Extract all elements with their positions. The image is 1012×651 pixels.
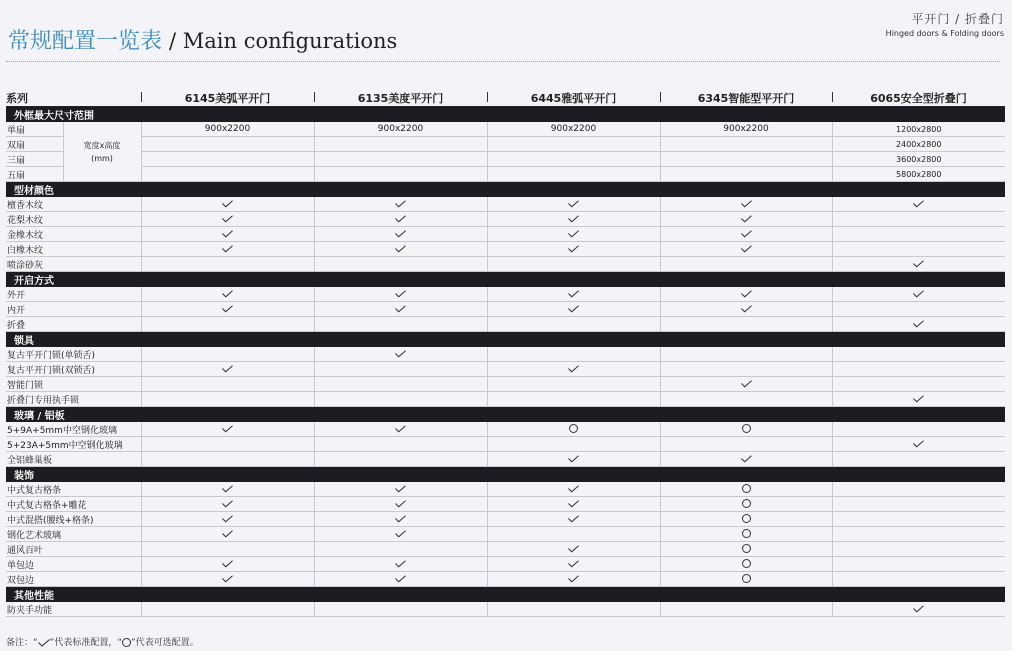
cell-value — [487, 392, 660, 407]
check-icon — [913, 200, 924, 208]
cell-standard — [141, 572, 314, 587]
cell-value — [487, 152, 660, 167]
cell-standard — [314, 347, 487, 362]
table-body — [6, 107, 1005, 617]
check-icon — [913, 395, 924, 403]
check-icon — [222, 500, 233, 508]
cell-value — [141, 437, 314, 452]
cell-standard — [314, 527, 487, 542]
cell-standard — [141, 527, 314, 542]
check-icon — [741, 455, 752, 463]
table-row — [6, 302, 1005, 317]
cell-standard — [660, 452, 832, 467]
cell-value — [832, 422, 1005, 437]
config-table — [6, 90, 1005, 617]
table-row — [6, 542, 1005, 557]
row-label: 通风百叶 — [6, 542, 141, 557]
legend-note — [6, 635, 199, 648]
cell-standard — [487, 482, 660, 497]
cell-value — [141, 602, 314, 617]
circle-icon — [569, 424, 578, 433]
cell-optional — [660, 422, 832, 437]
row-label: 内开 — [6, 302, 141, 317]
product-header-label: 6345智能型平开门 — [697, 92, 795, 105]
table-row — [6, 317, 1005, 332]
cell-value — [832, 212, 1005, 227]
note-suffix: ”代表可选配置。 — [131, 638, 199, 648]
cell-value — [832, 242, 1005, 257]
cell-standard — [314, 557, 487, 572]
row-label: 复古平开门锁(双锁舌) — [6, 362, 141, 377]
check-icon — [741, 290, 752, 298]
cell-value: 900x2200 — [141, 122, 314, 137]
table-row — [6, 527, 1005, 542]
cell-standard — [660, 377, 832, 392]
row-label: 白橡木纹 — [6, 242, 141, 257]
cell-standard — [487, 362, 660, 377]
cell-standard — [487, 242, 660, 257]
circle-icon — [742, 559, 751, 568]
cell-standard — [660, 197, 832, 212]
check-icon — [741, 200, 752, 208]
row-label: 双包边 — [6, 572, 141, 587]
cell-value — [314, 392, 487, 407]
cell-value — [660, 347, 832, 362]
check-icon — [568, 500, 579, 508]
cell-value — [832, 377, 1005, 392]
cell-optional — [660, 482, 832, 497]
check-icon — [38, 639, 50, 647]
cell-standard — [487, 197, 660, 212]
check-icon — [222, 560, 233, 568]
page-title — [8, 24, 397, 55]
product-header — [314, 90, 487, 107]
cell-standard — [487, 497, 660, 512]
cell-value — [141, 392, 314, 407]
check-icon — [222, 530, 233, 538]
cell-value: 900x2200 — [487, 122, 660, 137]
table-row — [6, 152, 1005, 167]
cell-standard — [141, 197, 314, 212]
check-icon — [568, 305, 579, 313]
table-row — [6, 137, 1005, 152]
row-label: 中式混搭(腰线+格条) — [6, 512, 141, 527]
cell-optional — [660, 527, 832, 542]
cell-value — [487, 437, 660, 452]
cell-value — [660, 602, 832, 617]
cell-optional — [660, 512, 832, 527]
section-header — [6, 407, 1005, 423]
row-label: 喷涂砂灰 — [6, 257, 141, 272]
cell-value — [141, 257, 314, 272]
note-mid: ”代表标准配置，“ — [49, 638, 122, 648]
check-icon — [222, 290, 233, 298]
cell-value — [141, 317, 314, 332]
check-icon — [395, 245, 406, 253]
cell-standard — [487, 227, 660, 242]
cell-value — [660, 392, 832, 407]
category-label-cn: 平开门 / 折叠门 — [911, 12, 1004, 26]
circle-icon — [742, 514, 751, 523]
cell-value — [832, 572, 1005, 587]
section-title: 开启方式 — [6, 272, 1005, 288]
product-header — [487, 90, 660, 107]
cell-value: 900x2200 — [314, 122, 487, 137]
cell-standard — [314, 302, 487, 317]
cell-standard — [487, 557, 660, 572]
row-label: 折叠门专用执手锁 — [6, 392, 141, 407]
row-label: 外开 — [6, 287, 141, 302]
cell-value — [487, 167, 660, 182]
check-icon — [741, 245, 752, 253]
cell-standard — [832, 287, 1005, 302]
cell-standard — [832, 602, 1005, 617]
cell-value — [487, 527, 660, 542]
product-header — [141, 90, 314, 107]
table-row — [6, 377, 1005, 392]
cell-standard — [314, 572, 487, 587]
cell-standard — [314, 227, 487, 242]
check-icon — [395, 425, 406, 433]
table-row — [6, 167, 1005, 182]
table-row — [6, 497, 1005, 512]
check-icon — [568, 365, 579, 373]
cell-standard — [141, 512, 314, 527]
table-row — [6, 212, 1005, 227]
cell-value — [314, 602, 487, 617]
cell-value — [141, 152, 314, 167]
cell-value — [314, 317, 487, 332]
product-header-label: 6145美弧平开门 — [184, 92, 271, 105]
cell-standard — [832, 317, 1005, 332]
cell-standard — [660, 227, 832, 242]
cell-standard — [314, 197, 487, 212]
cell-standard — [487, 542, 660, 557]
circle-icon — [742, 529, 751, 538]
circle-icon — [742, 424, 751, 433]
cell-standard — [660, 242, 832, 257]
section-header — [6, 107, 1005, 123]
cell-value — [832, 512, 1005, 527]
cell-standard — [141, 302, 314, 317]
cell-standard — [141, 227, 314, 242]
section-header — [6, 467, 1005, 483]
table-row — [6, 362, 1005, 377]
cell-value — [832, 542, 1005, 557]
check-icon — [568, 215, 579, 223]
cell-standard — [141, 287, 314, 302]
cell-value — [832, 452, 1005, 467]
cell-value — [314, 542, 487, 557]
cell-value — [660, 437, 832, 452]
cell-standard — [314, 242, 487, 257]
series-header: 系列 — [6, 90, 141, 107]
check-icon — [568, 230, 579, 238]
product-header-label: 6135美度平开门 — [357, 92, 444, 105]
cell-value — [487, 257, 660, 272]
cell-value — [141, 137, 314, 152]
table-row — [6, 392, 1005, 407]
section-title: 玻璃 / 铝板 — [6, 407, 1005, 423]
row-label: 复古平开门锁(单锁舌) — [6, 347, 141, 362]
table-row — [6, 287, 1005, 302]
cell-standard — [832, 437, 1005, 452]
cell-standard — [487, 302, 660, 317]
check-icon — [913, 290, 924, 298]
check-icon — [222, 485, 233, 493]
check-icon — [395, 200, 406, 208]
check-icon — [913, 260, 924, 268]
cell-value — [832, 482, 1005, 497]
cell-value: 2400x2800 — [832, 137, 1005, 152]
cell-standard — [487, 212, 660, 227]
check-icon — [741, 380, 752, 388]
check-icon — [913, 440, 924, 448]
cell-standard — [314, 287, 487, 302]
cell-value — [314, 362, 487, 377]
cell-value — [314, 137, 487, 152]
section-title: 其他性能 — [6, 587, 1005, 603]
check-icon — [222, 215, 233, 223]
row-label: 折叠 — [6, 317, 141, 332]
table-row — [6, 452, 1005, 467]
cell-value — [832, 497, 1005, 512]
row-label: 中式复古格条+雕花 — [6, 497, 141, 512]
cell-value — [487, 602, 660, 617]
category-label-en: Hinged doors & Folding doors — [885, 29, 1004, 38]
note-prefix: 备注：“ — [6, 638, 38, 648]
circle-icon — [742, 544, 751, 553]
cell-value — [832, 362, 1005, 377]
row-label: 钢化艺术玻璃 — [6, 527, 141, 542]
cell-standard — [660, 212, 832, 227]
section-header — [6, 182, 1005, 198]
table-row — [6, 572, 1005, 587]
cell-value — [314, 377, 487, 392]
row-label: 檀香木纹 — [6, 197, 141, 212]
circle-icon — [742, 499, 751, 508]
row-label: 金橡木纹 — [6, 227, 141, 242]
cell-standard — [314, 482, 487, 497]
cell-value — [141, 347, 314, 362]
check-icon — [222, 245, 233, 253]
cell-value — [487, 317, 660, 332]
cell-value — [660, 152, 832, 167]
page-title-en: / Main configurations — [169, 29, 398, 53]
row-label: 5+9A+5mm中空钢化玻璃 — [6, 422, 141, 437]
cell-standard — [487, 572, 660, 587]
page-title-cn: 常规配置一览表 — [8, 29, 163, 54]
cell-value — [314, 152, 487, 167]
section-title: 外框最大尺寸范围 — [6, 107, 1005, 123]
cell-value — [141, 377, 314, 392]
check-icon — [222, 575, 233, 583]
category-label — [886, 10, 1004, 38]
check-icon — [395, 485, 406, 493]
check-icon — [395, 215, 406, 223]
check-icon — [222, 365, 233, 373]
cell-value — [660, 137, 832, 152]
row-label: 单包边 — [6, 557, 141, 572]
check-icon — [395, 290, 406, 298]
circle-icon — [742, 574, 751, 583]
circle-icon — [122, 638, 131, 647]
cell-optional — [660, 497, 832, 512]
check-icon — [568, 515, 579, 523]
row-label: 五扇 — [6, 167, 63, 182]
table-row — [6, 557, 1005, 572]
table-row — [6, 512, 1005, 527]
row-label: 中式复古格条 — [6, 482, 141, 497]
check-icon — [395, 575, 406, 583]
cell-value — [314, 257, 487, 272]
cell-value — [832, 347, 1005, 362]
check-icon — [395, 530, 406, 538]
section-header — [6, 272, 1005, 288]
cell-standard — [487, 512, 660, 527]
check-icon — [222, 230, 233, 238]
check-icon — [568, 245, 579, 253]
cell-value — [487, 377, 660, 392]
row-label: 全铝蜂巢板 — [6, 452, 141, 467]
cell-standard — [314, 512, 487, 527]
cell-value — [832, 302, 1005, 317]
table-row — [6, 227, 1005, 242]
cell-standard — [314, 497, 487, 512]
cell-standard — [141, 362, 314, 377]
cell-standard — [832, 392, 1005, 407]
cell-value — [314, 167, 487, 182]
cell-standard — [832, 257, 1005, 272]
check-icon — [395, 515, 406, 523]
check-icon — [222, 425, 233, 433]
check-icon — [222, 305, 233, 313]
table-row — [6, 437, 1005, 452]
section-title: 装饰 — [6, 467, 1005, 483]
section-header — [6, 332, 1005, 348]
cell-standard — [141, 242, 314, 257]
row-label: 三扇 — [6, 152, 63, 167]
table-row — [6, 602, 1005, 617]
section-title: 锁具 — [6, 332, 1005, 348]
table-row — [6, 257, 1005, 272]
cell-value — [141, 167, 314, 182]
cell-value: 900x2200 — [660, 122, 832, 137]
product-header-label: 6445雅弧平开门 — [530, 92, 617, 105]
row-label: 单扇 — [6, 122, 63, 137]
cell-value — [660, 362, 832, 377]
cell-standard — [141, 482, 314, 497]
cell-standard — [141, 212, 314, 227]
check-icon — [913, 605, 924, 613]
check-icon — [222, 515, 233, 523]
check-icon — [568, 545, 579, 553]
check-icon — [568, 455, 579, 463]
table-row — [6, 482, 1005, 497]
cell-optional — [487, 422, 660, 437]
cell-standard — [141, 497, 314, 512]
check-icon — [568, 200, 579, 208]
cell-standard — [487, 452, 660, 467]
product-header — [832, 90, 1005, 107]
circle-icon — [742, 484, 751, 493]
cell-value — [660, 317, 832, 332]
divider — [6, 61, 1000, 62]
check-icon — [395, 350, 406, 358]
check-icon — [741, 230, 752, 238]
row-label: 5+23A+5mm中空钢化玻璃 — [6, 437, 141, 452]
check-icon — [395, 560, 406, 568]
cell-standard — [660, 302, 832, 317]
row-label: 智能门锁 — [6, 377, 141, 392]
check-icon — [568, 485, 579, 493]
section-title: 型材颜色 — [6, 182, 1005, 198]
table-row — [6, 197, 1005, 212]
check-icon — [222, 200, 233, 208]
dimension-label: 宽度x高度 (mm) — [63, 122, 141, 182]
check-icon — [568, 575, 579, 583]
check-icon — [395, 500, 406, 508]
cell-value — [832, 557, 1005, 572]
cell-value: 1200x2800 — [832, 122, 1005, 137]
cell-value — [660, 257, 832, 272]
cell-standard — [141, 422, 314, 437]
check-icon — [395, 305, 406, 313]
check-icon — [741, 305, 752, 313]
table-row — [6, 347, 1005, 362]
check-icon — [913, 320, 924, 328]
cell-value: 3600x2800 — [832, 152, 1005, 167]
cell-value — [314, 452, 487, 467]
cell-value: 5800x2800 — [832, 167, 1005, 182]
cell-optional — [660, 572, 832, 587]
cell-value — [314, 437, 487, 452]
cell-standard — [487, 287, 660, 302]
cell-value — [141, 542, 314, 557]
cell-optional — [660, 557, 832, 572]
product-header — [660, 90, 832, 107]
cell-value — [832, 227, 1005, 242]
cell-value — [487, 137, 660, 152]
check-icon — [568, 290, 579, 298]
cell-standard — [141, 557, 314, 572]
row-label: 花梨木纹 — [6, 212, 141, 227]
check-icon — [568, 560, 579, 568]
table-row — [6, 122, 1005, 137]
row-label: 双扇 — [6, 137, 63, 152]
table-row — [6, 242, 1005, 257]
cell-standard — [832, 197, 1005, 212]
check-icon — [741, 215, 752, 223]
cell-value — [141, 452, 314, 467]
check-icon — [395, 230, 406, 238]
row-label: 防夹手功能 — [6, 602, 141, 617]
cell-value — [487, 347, 660, 362]
cell-value — [832, 527, 1005, 542]
table-row — [6, 422, 1005, 437]
cell-standard — [660, 287, 832, 302]
cell-optional — [660, 542, 832, 557]
cell-value — [660, 167, 832, 182]
table-header — [6, 90, 1005, 107]
section-header — [6, 587, 1005, 603]
product-header-label: 6065安全型折叠门 — [870, 92, 967, 105]
cell-standard — [314, 422, 487, 437]
cell-standard — [314, 212, 487, 227]
